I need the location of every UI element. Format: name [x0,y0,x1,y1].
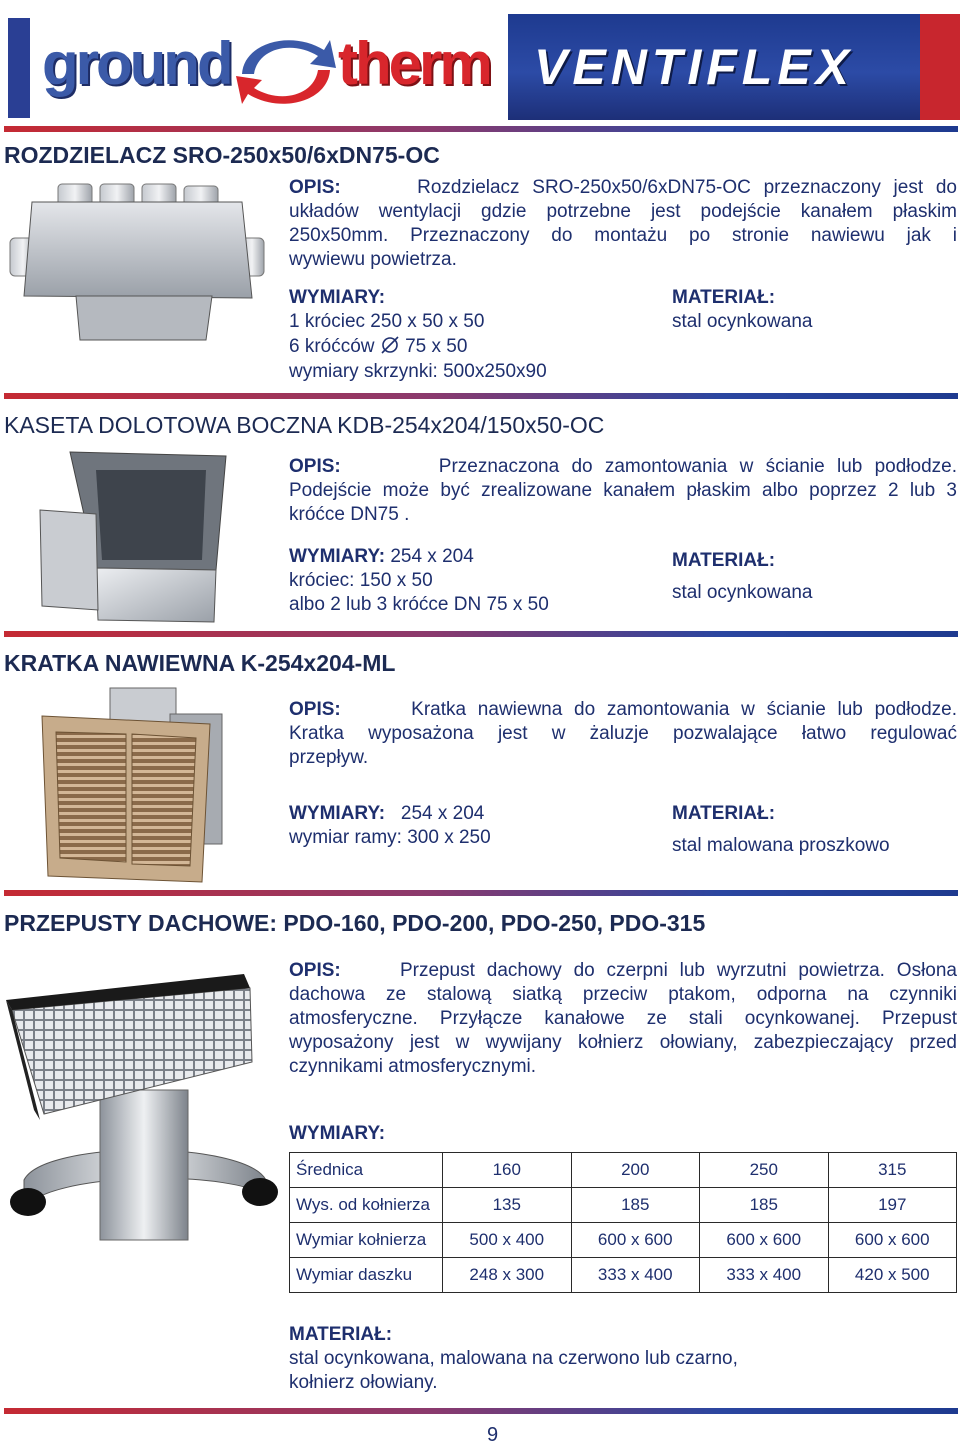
section-title-rozdzielacz: ROZDZIELACZ SRO-250x50/6xDN75-OC [4,142,440,168]
table-row [290,1223,957,1258]
s3-opis-line3: przepływ. [289,747,369,768]
table-cell: 333 x 400 [700,1258,829,1293]
s4-opis-line1 [289,959,957,983]
s2-wymiary-label: WYMIARY: [289,546,386,567]
s4-material-line2: kołnierz ołowiany. [289,1372,438,1393]
opis-label: OPIS: [289,699,341,720]
table-cell: 135 [443,1188,572,1223]
distributor-box-image [6,178,268,390]
table-cell: 160 [443,1153,572,1188]
s4-material-line1: stal ocynkowana, malowana na czerwono lub czarno, [289,1348,738,1369]
s4-opis-line3: atmosferyczne. Przyłącze kanałowe ze stali ocynkowanej. Przepust [289,1008,957,1029]
s1-opis-line4: wywiewu powietrza. [289,249,457,270]
table-cell: 185 [700,1188,829,1223]
header-red-accent [920,14,960,120]
intake-box-image [36,450,244,626]
page-number: 9 [487,1424,499,1446]
s4-material-label: MATERIAŁ: [289,1324,393,1345]
s4-wymiary-label: WYMIARY: [289,1123,386,1144]
table-cell: 315 [828,1153,957,1188]
table-cell: Wymiar daszku [290,1258,443,1293]
roof-vent-image [4,970,284,1248]
s1-opis-line1 [289,176,957,200]
table-row [290,1153,957,1188]
s1-material-label: MATERIAŁ: [672,287,776,308]
s2-wymiary-line1 [289,545,474,569]
s3-opis-line1 [289,698,957,722]
separator-line [4,890,958,896]
s1-opis-text1: Rozdzielacz SRO-250x50/6xDN75-OC przeznaczony jest do [417,177,957,198]
s1-wymiary-2 [289,335,467,359]
opis-label: OPIS: [289,456,341,477]
s1-wymiary-2b: 75 x 50 [405,336,468,357]
s2-opis-line3: króćce DN75 . [289,504,410,525]
s2-wymiary-2: króciec: 150 x 50 [289,570,433,591]
s3-wymiary-label: WYMIARY: [289,803,386,824]
s1-opis-line3: 250x50mm. Przeznaczony do montażu po stronie nawiewu jak i [289,225,957,246]
s1-wymiary-label: WYMIARY: [289,287,386,308]
s1-wymiary-1: 1 króciec 250 x 50 x 50 [289,311,485,332]
table-cell: 185 [571,1188,700,1223]
table-cell: 248 x 300 [443,1258,572,1293]
s2-material-label: MATERIAŁ: [672,550,776,571]
s3-wymiary-2: wymiar ramy: 300 x 250 [289,827,491,848]
s2-opis-line1 [289,455,957,479]
section-title-kratka: KRATKA NAWIEWNA K-254x204-ML [4,650,396,676]
table-cell: 333 x 400 [571,1258,700,1293]
s3-opis-text1: Kratka nawiewna do zamontowania w ścianie lub podłodze. [411,699,957,720]
dimensions-table [289,1152,957,1293]
logo-therm-text: therm [338,30,490,97]
table-cell: 200 [571,1153,700,1188]
s3-material-label: MATERIAŁ: [672,803,776,824]
table-cell: 420 x 500 [828,1258,957,1293]
s1-wymiary-3: wymiary skrzynki: 500x250x90 [289,361,547,382]
s3-wymiary-line1 [289,802,484,826]
s2-material-value: stal ocynkowana [672,582,813,603]
section-title-przepusty: PRZEPUSTY DACHOWE: PDO-160, PDO-200, PDO-250, PDO-315 [4,910,706,936]
logo-ground-text: ground [42,30,231,97]
s2-wymiary-3: albo 2 lub 3 króćce DN 75 x 50 [289,594,549,615]
s3-wymiary-1: 254 x 204 [400,803,485,824]
s4-opis-line4: wyposażony jest w wywijany kołnierz ołowiany, zabezpieczający przed [289,1032,957,1053]
s2-opis-text1: Przeznaczona do zamontowania w ścianie lub podłodze. [438,456,957,477]
s1-wymiary-2a: 6 króćców [289,336,375,357]
table-row [290,1188,957,1223]
diameter-icon [380,336,400,354]
table-cell: 600 x 600 [700,1223,829,1258]
table-cell: Średnica [290,1153,443,1188]
supply-grille-image [40,686,226,886]
separator-line [4,393,958,399]
separator-line [4,1408,958,1414]
s3-opis-line2: Kratka wyposażona jest w żaluzje pozwalające łatwo regulować [289,723,957,744]
s3-material-value: stal malowana proszkowo [672,835,890,856]
separator-line [4,126,958,132]
opis-label: OPIS: [289,960,341,981]
opis-label: OPIS: [289,177,341,198]
s2-opis-line2: Podejście może być zrealizowane kanałem płaskim albo poprzez 2 lub 3 [289,480,957,501]
separator-line [4,631,958,637]
header-accent-bar [8,18,30,118]
s4-opis-line5: czynnikami atmosferycznymi. [289,1056,537,1077]
table-cell: 250 [700,1153,829,1188]
table-cell: Wymiar kołnierza [290,1223,443,1258]
s1-material-value: stal ocynkowana [672,311,813,332]
table-cell: Wys. od kołnierza [290,1188,443,1223]
logo-swirl-icon [232,24,340,120]
s4-opis-text1: Przepust dachowy do czerpni lub wyrzutni powietrza. Osłona [399,960,957,981]
brand-ventiflex: VENTIFLEX [534,39,855,95]
table-cell: 197 [828,1188,957,1223]
table-cell: 600 x 600 [828,1223,957,1258]
section-title-kaseta: KASETA DOLOTOWA BOCZNA KDB-254x204/150x50-OC [4,412,605,438]
table-cell: 600 x 600 [571,1223,700,1258]
table-cell: 500 x 400 [443,1223,572,1258]
table-row [290,1258,957,1293]
s1-opis-line2: układów wentylacji gdzie potrzebne jest podejście kanałem płaskim [289,201,957,222]
s2-wymiary-1: 254 x 204 [390,546,474,567]
s4-opis-line2: dachowa ze stalową siatką przeciw ptakom, odporna na czynniki [289,984,957,1005]
